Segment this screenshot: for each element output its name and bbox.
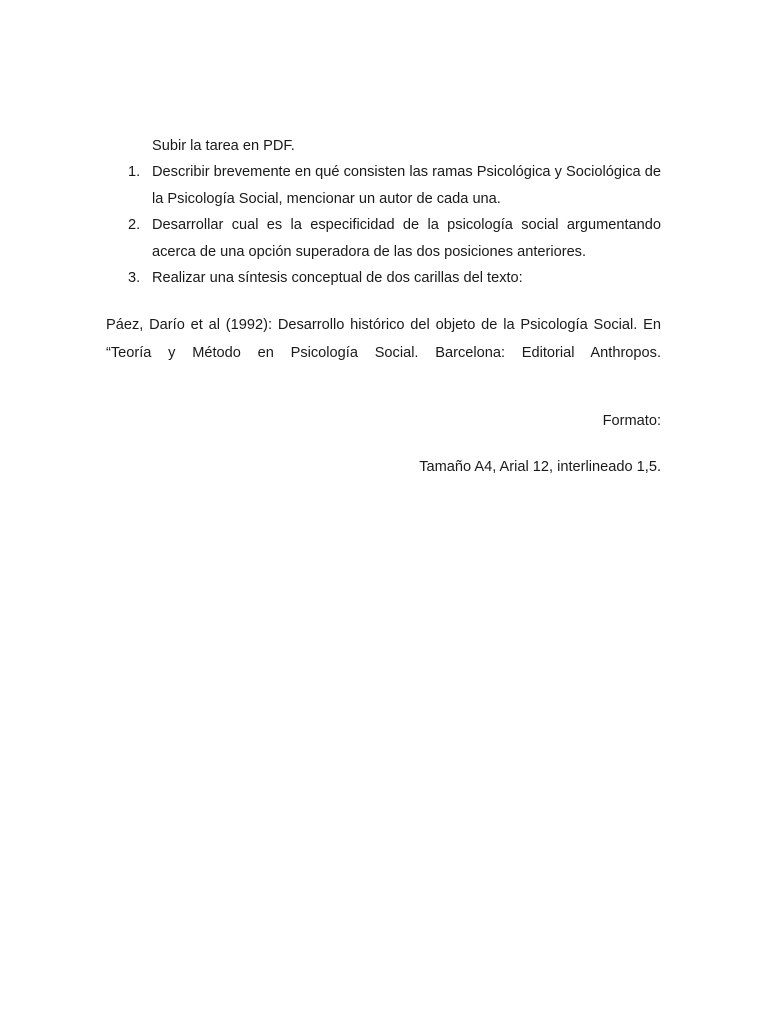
task-list <box>106 159 661 292</box>
task-number: 3. <box>128 270 141 286</box>
task-text: Realizar una síntesis conceptual de dos carillas del texto: <box>152 270 523 286</box>
bibliographic-citation: Páez, Darío et al (1992): Desarrollo histórico del objeto de la Psicología Social. En “Teoría y Método en Psicología Social. Barcelona: Editorial Anthropos. <box>106 317 661 361</box>
task-text: Describir brevemente en qué consisten las ramas Psicológica y Sociológica de la Psicología Social, mencionar un autor de cada una. <box>152 164 661 207</box>
task-number: 1. <box>128 164 141 180</box>
intro-text: Subir la tarea en PDF. <box>152 138 295 154</box>
format-label: Formato: <box>602 413 661 429</box>
task-item <box>106 212 661 265</box>
task-item <box>106 265 661 292</box>
format-specification: Tamaño A4, Arial 12, interlineado 1,5. <box>419 459 661 475</box>
task-number: 2. <box>128 217 141 233</box>
task-item <box>106 159 661 212</box>
task-text: Desarrollar cual es la especificidad de la psicología social argumentando acerca de una opción superadora de las dos posiciones anteriores. <box>152 217 661 260</box>
